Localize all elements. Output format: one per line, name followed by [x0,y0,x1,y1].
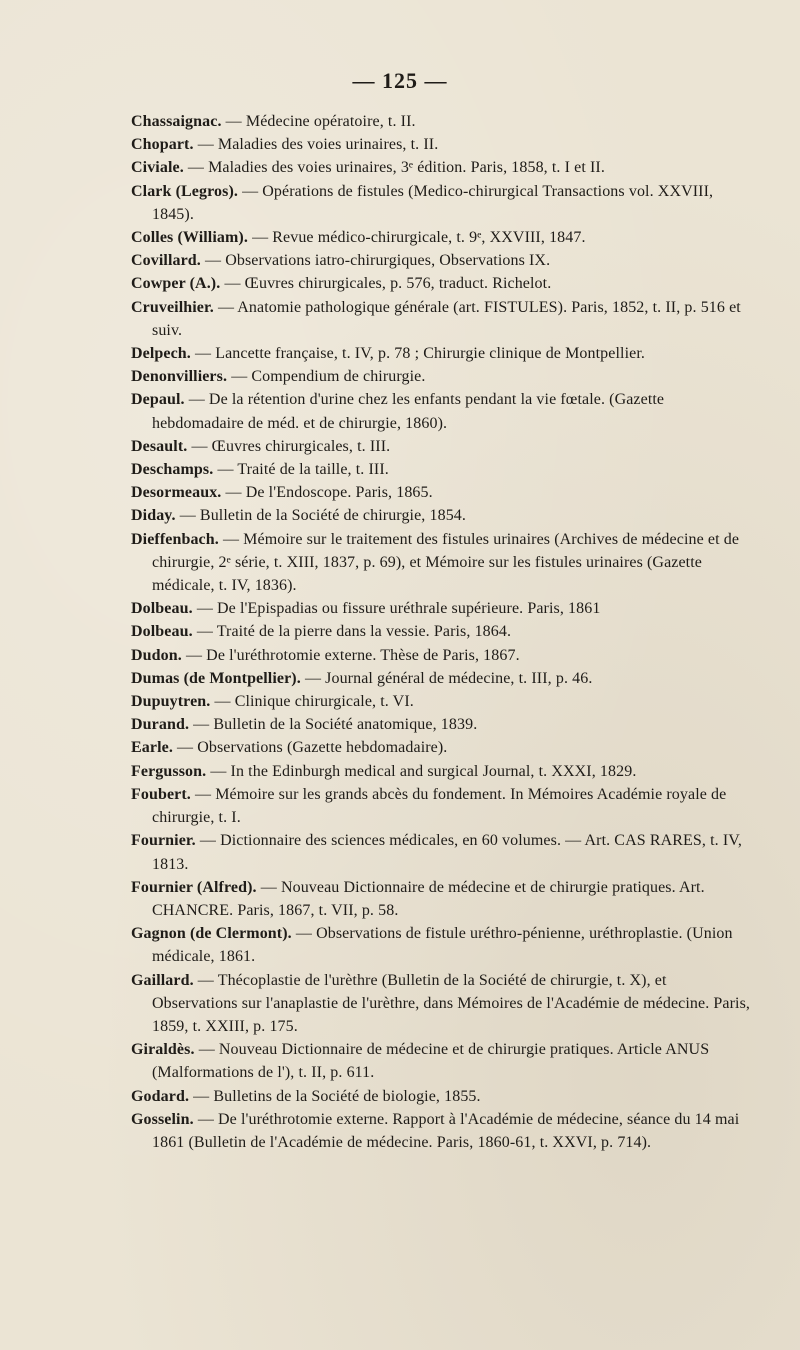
entry-text: — Maladies des voies urinaires, 3ᵉ édition. Paris, 1858, t. I et II. [187,159,605,177]
entry-author: Cruveilhier. [131,298,214,316]
entry-text: — De l'uréthrotomie externe. Thèse de Paris, 1867. [185,646,520,664]
entry-text: — Bulletin de la Société de chirurgie, 1854. [179,507,466,525]
entry-text: — Dictionnaire des sciences médicales, en 60 volumes. — Art. CAS RARES, t. IV, 1813. [152,832,742,873]
bibliography-list [131,110,751,1154]
entry-author: Delpech. [131,345,191,363]
bibliography-entry [131,620,751,643]
bibliography-entry [131,736,751,759]
bibliography-entry [131,226,751,249]
bibliography-entry [131,180,751,226]
bibliography-entry [131,156,751,179]
entry-author: Fergusson. [131,762,207,780]
entry-author: Gaillard. [131,971,194,989]
entry-text: — De l'Epispadias ou fissure uréthrale supérieure. Paris, 1861 [196,600,601,618]
entry-author: Dolbeau. [131,623,193,641]
entry-text: — Opérations de fistules (Medico-chirurgical Transactions vol. XXVIII, 1845). [152,182,714,223]
entry-text: — Œuvres chirurgicales, p. 576, traduct. Richelot. [224,275,552,293]
bibliography-entry [131,458,751,481]
entry-author: Gosselin. [131,1110,194,1128]
page-number: — 125 — [352,68,448,93]
entry-author: Desormeaux. [131,484,222,502]
entry-author: Colles (William). [131,229,248,247]
entry-text: — Bulletins de la Société de biologie, 1855. [193,1087,481,1105]
entry-author: Deschamps. [131,461,214,479]
bibliography-entry [131,481,751,504]
entry-author: Foubert. [131,785,191,803]
entry-author: Civiale. [131,159,184,177]
entry-text: — Revue médico-chirurgicale, t. 9ᵉ, XXVIII, 1847. [252,229,586,247]
entry-author: Desault. [131,437,188,455]
bibliography-entry [131,272,751,295]
bibliography-entry [131,342,751,365]
bibliography-entry [131,969,751,1039]
entry-text: — De la rétention d'urine chez les enfants pendant la vie fœtale. (Gazette hebdomadaire de méd. et de chirurgie, 1860). [152,391,665,432]
bibliography-entry [131,296,751,342]
entry-text: — Clinique chirurgicale, t. VI. [214,693,414,711]
entry-author: Durand. [131,716,190,734]
bibliography-entry [131,249,751,272]
bibliography-entry [131,922,751,968]
entry-author: Fournier (Alfred). [131,878,257,896]
bibliography-entry [131,133,751,156]
entry-text: — Traité de la pierre dans la vessie. Paris, 1864. [196,623,512,641]
entry-author: Diday. [131,507,176,525]
bibliography-entry [131,783,751,829]
bibliography-entry [131,597,751,620]
entry-author: Gagnon (de Clermont). [131,925,292,943]
entry-text: — Œuvres chirurgicales, t. III. [191,437,391,455]
entry-author: Clark (Legros). [131,182,238,200]
bibliography-entry [131,504,751,527]
entry-text: — Lancette française, t. IV, p. 78 ; Chirurgie clinique de Montpellier. [195,345,645,363]
entry-author: Dieffenbach. [131,530,219,548]
entry-text: — Observations (Gazette hebdomadaire). [177,739,448,757]
bibliography-entry [131,1085,751,1108]
bibliography-entry [131,365,751,388]
entry-text: — De l'Endoscope. Paris, 1865. [225,484,433,502]
bibliography-entry [131,1038,751,1084]
entry-text: — Observations de fistule uréthro-pénienne, uréthroplastie. (Union médicale, 1861. [152,925,733,966]
entry-author: Depaul. [131,391,185,409]
entry-author: Cowper (A.). [131,275,221,293]
entry-text: — Médecine opératoire, t. II. [225,113,416,130]
bibliography-entry [131,667,751,690]
bibliography-entry [131,435,751,458]
entry-author: Dolbeau. [131,600,193,618]
entry-text: — De l'uréthrotomie externe. Rapport à l'Académie de médecine, séance du 14 mai 1861 (Bulletin de l'Académie de médecine. Paris, 1860-61, t. XXVI, p. 714). [152,1110,740,1151]
entry-author: Dudon. [131,646,182,664]
bibliography-entry [131,528,751,598]
entry-text: — Nouveau Dictionnaire de médecine et de chirurgie pratiques. Article ANUS (Malformations de l'), t. II, p. 611. [152,1041,710,1082]
entry-text: — Thécoplastie de l'urèthre (Bulletin de la Société de chirurgie, t. X), et Observations sur l'anaplastie de l'urèthre, dans Mémoires de l'Académie de médecine. Paris, 1859, t. XXIII, p. 175. [152,971,750,1035]
entry-text: — Mémoire sur le traitement des fistules urinaires (Archives de médecine et de chirurgie, 2ᵉ série, t. XIII, 1837, p. 69), et Mémoire sur les fistules urinaires (Gazette médicale, t. IV, 1836). [152,530,740,595]
entry-author: Giraldès. [131,1041,195,1059]
entry-author: Chopart. [131,136,194,154]
entry-text: — Observations iatro-chirurgiques, Observations IX. [205,252,551,270]
entry-author: Denonvilliers. [131,368,228,386]
entry-author: Dupuytren. [131,693,211,711]
entry-author: Dumas (de Montpellier). [131,669,301,687]
entry-author: Covillard. [131,252,201,270]
bibliography-entry [131,829,751,875]
entry-author: Earle. [131,739,173,757]
entry-text: — In the Edinburgh medical and surgical Journal, t. XXXI, 1829. [210,762,637,780]
bibliography-entry [131,713,751,736]
bibliography-entry [131,760,751,783]
entry-text: — Bulletin de la Société anatomique, 1839. [193,716,478,734]
entry-author: Godard. [131,1087,190,1105]
entry-text: — Nouveau Dictionnaire de médecine et de chirurgie pratiques. Art. CHANCRE. Paris, 1867, t. VII, p. 58. [152,878,705,919]
bibliography-entry [131,690,751,713]
entry-text: — Maladies des voies urinaires, t. II. [197,136,439,154]
bibliography-entry [131,876,751,922]
bibliography-entry [131,644,751,667]
bibliography-entry [131,110,751,133]
entry-text: — Anatomie pathologique générale (art. FISTULES). Paris, 1852, t. II, p. 516 et suiv. [152,298,741,339]
entry-author: Chassaignac. [131,113,222,130]
entry-text: — Traité de la taille, t. III. [217,461,389,479]
entry-text: — Compendium de chirurgie. [231,368,426,386]
entry-text: — Journal général de médecine, t. III, p. 46. [304,669,593,687]
bibliography-entry [131,1108,751,1154]
entry-author: Fournier. [131,832,196,850]
bibliography-entry [131,388,751,434]
entry-text: — Mémoire sur les grands abcès du fondement. In Mémoires Académie royale de chirurgie, t. I. [152,785,727,827]
